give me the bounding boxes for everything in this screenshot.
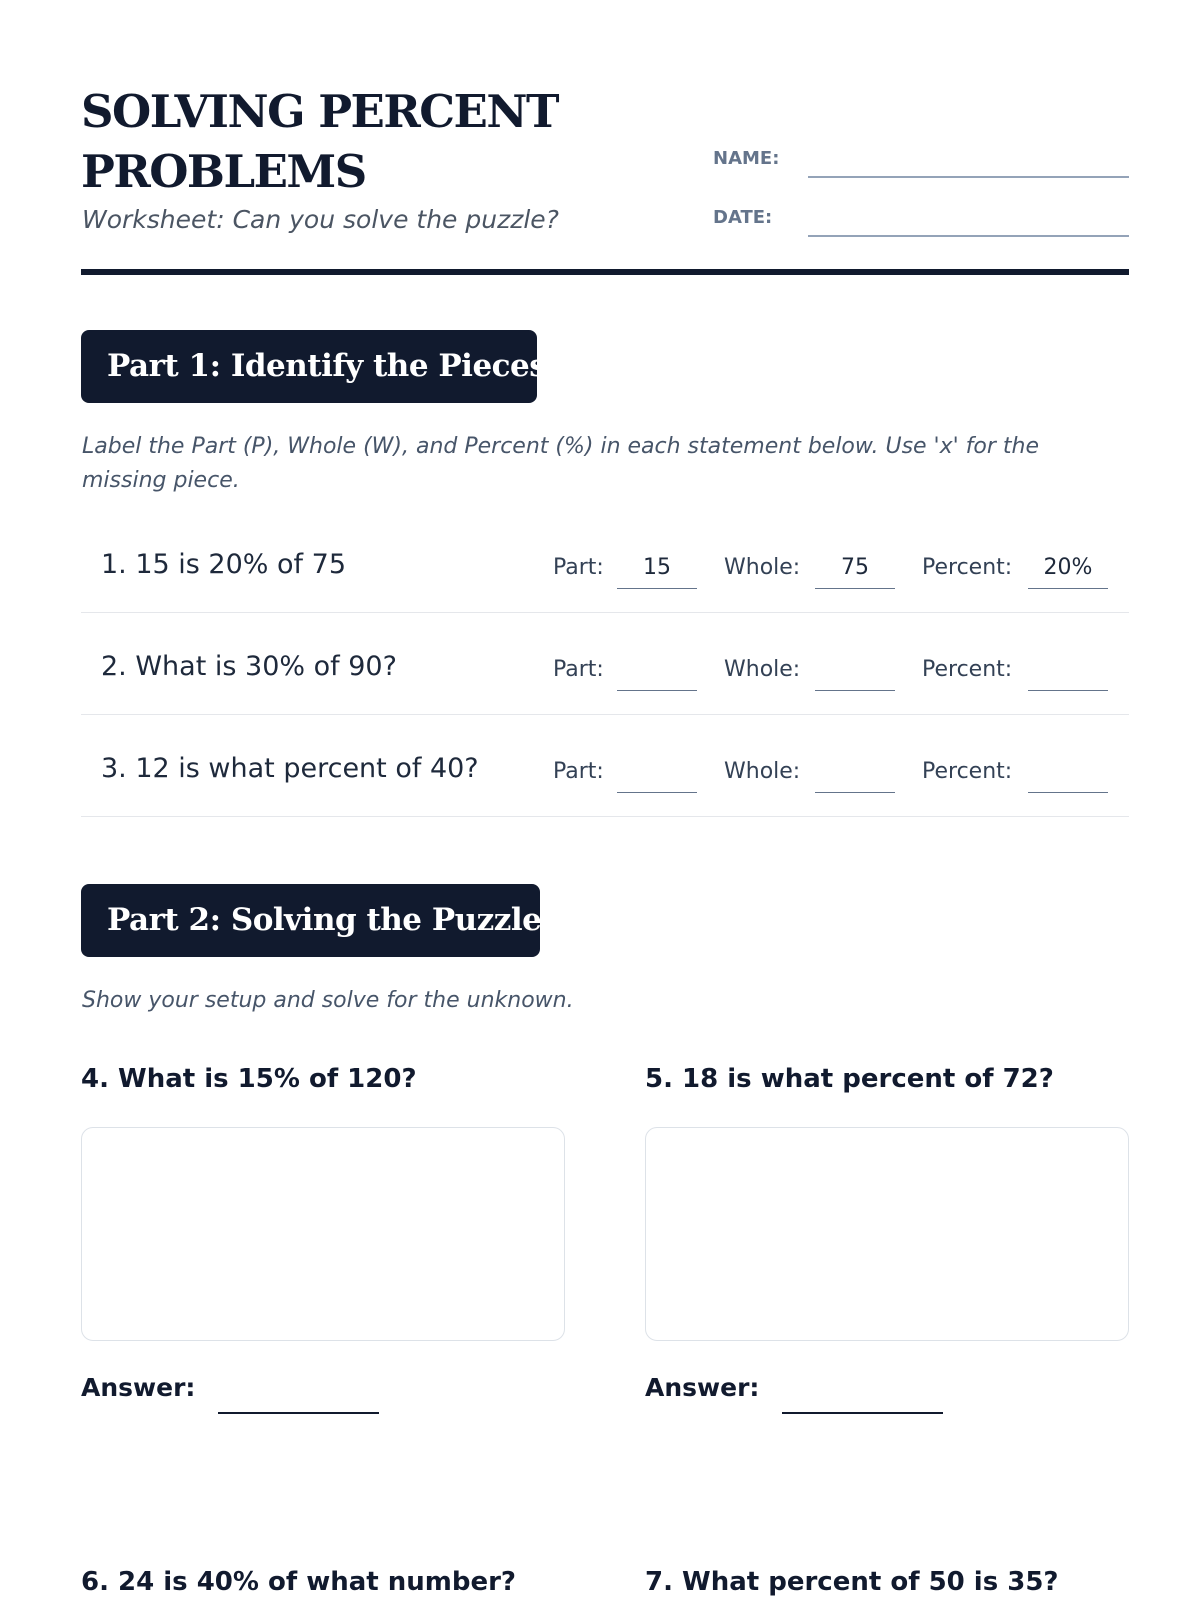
part1-row-1 <box>81 511 1129 613</box>
title-line-1: SOLVING PERCENT <box>81 85 558 138</box>
percent-label: Percent: <box>922 657 1013 682</box>
part-blank[interactable] <box>617 755 697 793</box>
part-label: Part: <box>553 759 604 784</box>
part-blank[interactable]: 15 <box>617 551 697 589</box>
name-label: NAME: <box>713 148 780 169</box>
part-label: Part: <box>553 555 604 580</box>
whole-label: Whole: <box>724 657 801 682</box>
worksheet-page <box>81 0 1129 1600</box>
date-label: DATE: <box>713 207 773 228</box>
part1-heading: Part 1: Identify the Pieces <box>81 330 537 403</box>
name-blank-line[interactable] <box>808 176 1129 178</box>
percent-blank[interactable] <box>1028 755 1108 793</box>
problem-4: 4. What is 15% of 120? <box>81 1064 417 1094</box>
date-field[interactable] <box>713 199 1129 239</box>
part1-instructions: Label the Part (P), Whole (W), and Percent (%) in each statement below. Use 'x' for the missing piece. <box>82 434 1040 493</box>
problem-5: 5. 18 is what percent of 72? <box>645 1064 1054 1094</box>
whole-label: Whole: <box>724 555 801 580</box>
worksheet-title <box>81 82 641 202</box>
whole-blank[interactable]: 75 <box>815 551 895 589</box>
name-field[interactable] <box>713 140 1129 180</box>
problem-5-answer-label: Answer: <box>645 1373 760 1402</box>
percent-label: Percent: <box>922 759 1013 784</box>
problem-5-work-area[interactable] <box>645 1127 1129 1341</box>
whole-blank[interactable] <box>815 653 895 691</box>
worksheet-subtitle: Worksheet: Can you solve the puzzle? <box>82 205 559 234</box>
part1-row-3 <box>81 715 1129 817</box>
problem-7: 7. What percent of 50 is 35? <box>645 1567 1059 1597</box>
part-label: Part: <box>553 657 604 682</box>
part1-row-2 <box>81 613 1129 715</box>
problem-4-answer-blank[interactable] <box>218 1412 379 1414</box>
header-divider <box>81 269 1129 275</box>
problem-6: 6. 24 is 40% of what number? <box>81 1567 517 1597</box>
part-blank[interactable] <box>617 653 697 691</box>
statement-text: 3. 12 is what percent of 40? <box>101 753 479 784</box>
part2-heading: Part 2: Solving the Puzzle <box>81 884 540 957</box>
whole-blank[interactable] <box>815 755 895 793</box>
statement-text: 2. What is 30% of 90? <box>101 651 397 682</box>
part2-instructions: Show your setup and solve for the unknown. <box>82 988 574 1013</box>
problem-4-answer-label: Answer: <box>81 1373 196 1402</box>
percent-blank[interactable]: 20% <box>1028 551 1108 589</box>
title-line-2: PROBLEMS <box>81 145 366 198</box>
percent-label: Percent: <box>922 555 1013 580</box>
problem-5-answer-blank[interactable] <box>782 1412 943 1414</box>
problem-4-work-area[interactable] <box>81 1127 565 1341</box>
percent-blank[interactable] <box>1028 653 1108 691</box>
date-blank-line[interactable] <box>808 235 1129 237</box>
statement-text: 1. 15 is 20% of 75 <box>101 549 346 580</box>
whole-label: Whole: <box>724 759 801 784</box>
